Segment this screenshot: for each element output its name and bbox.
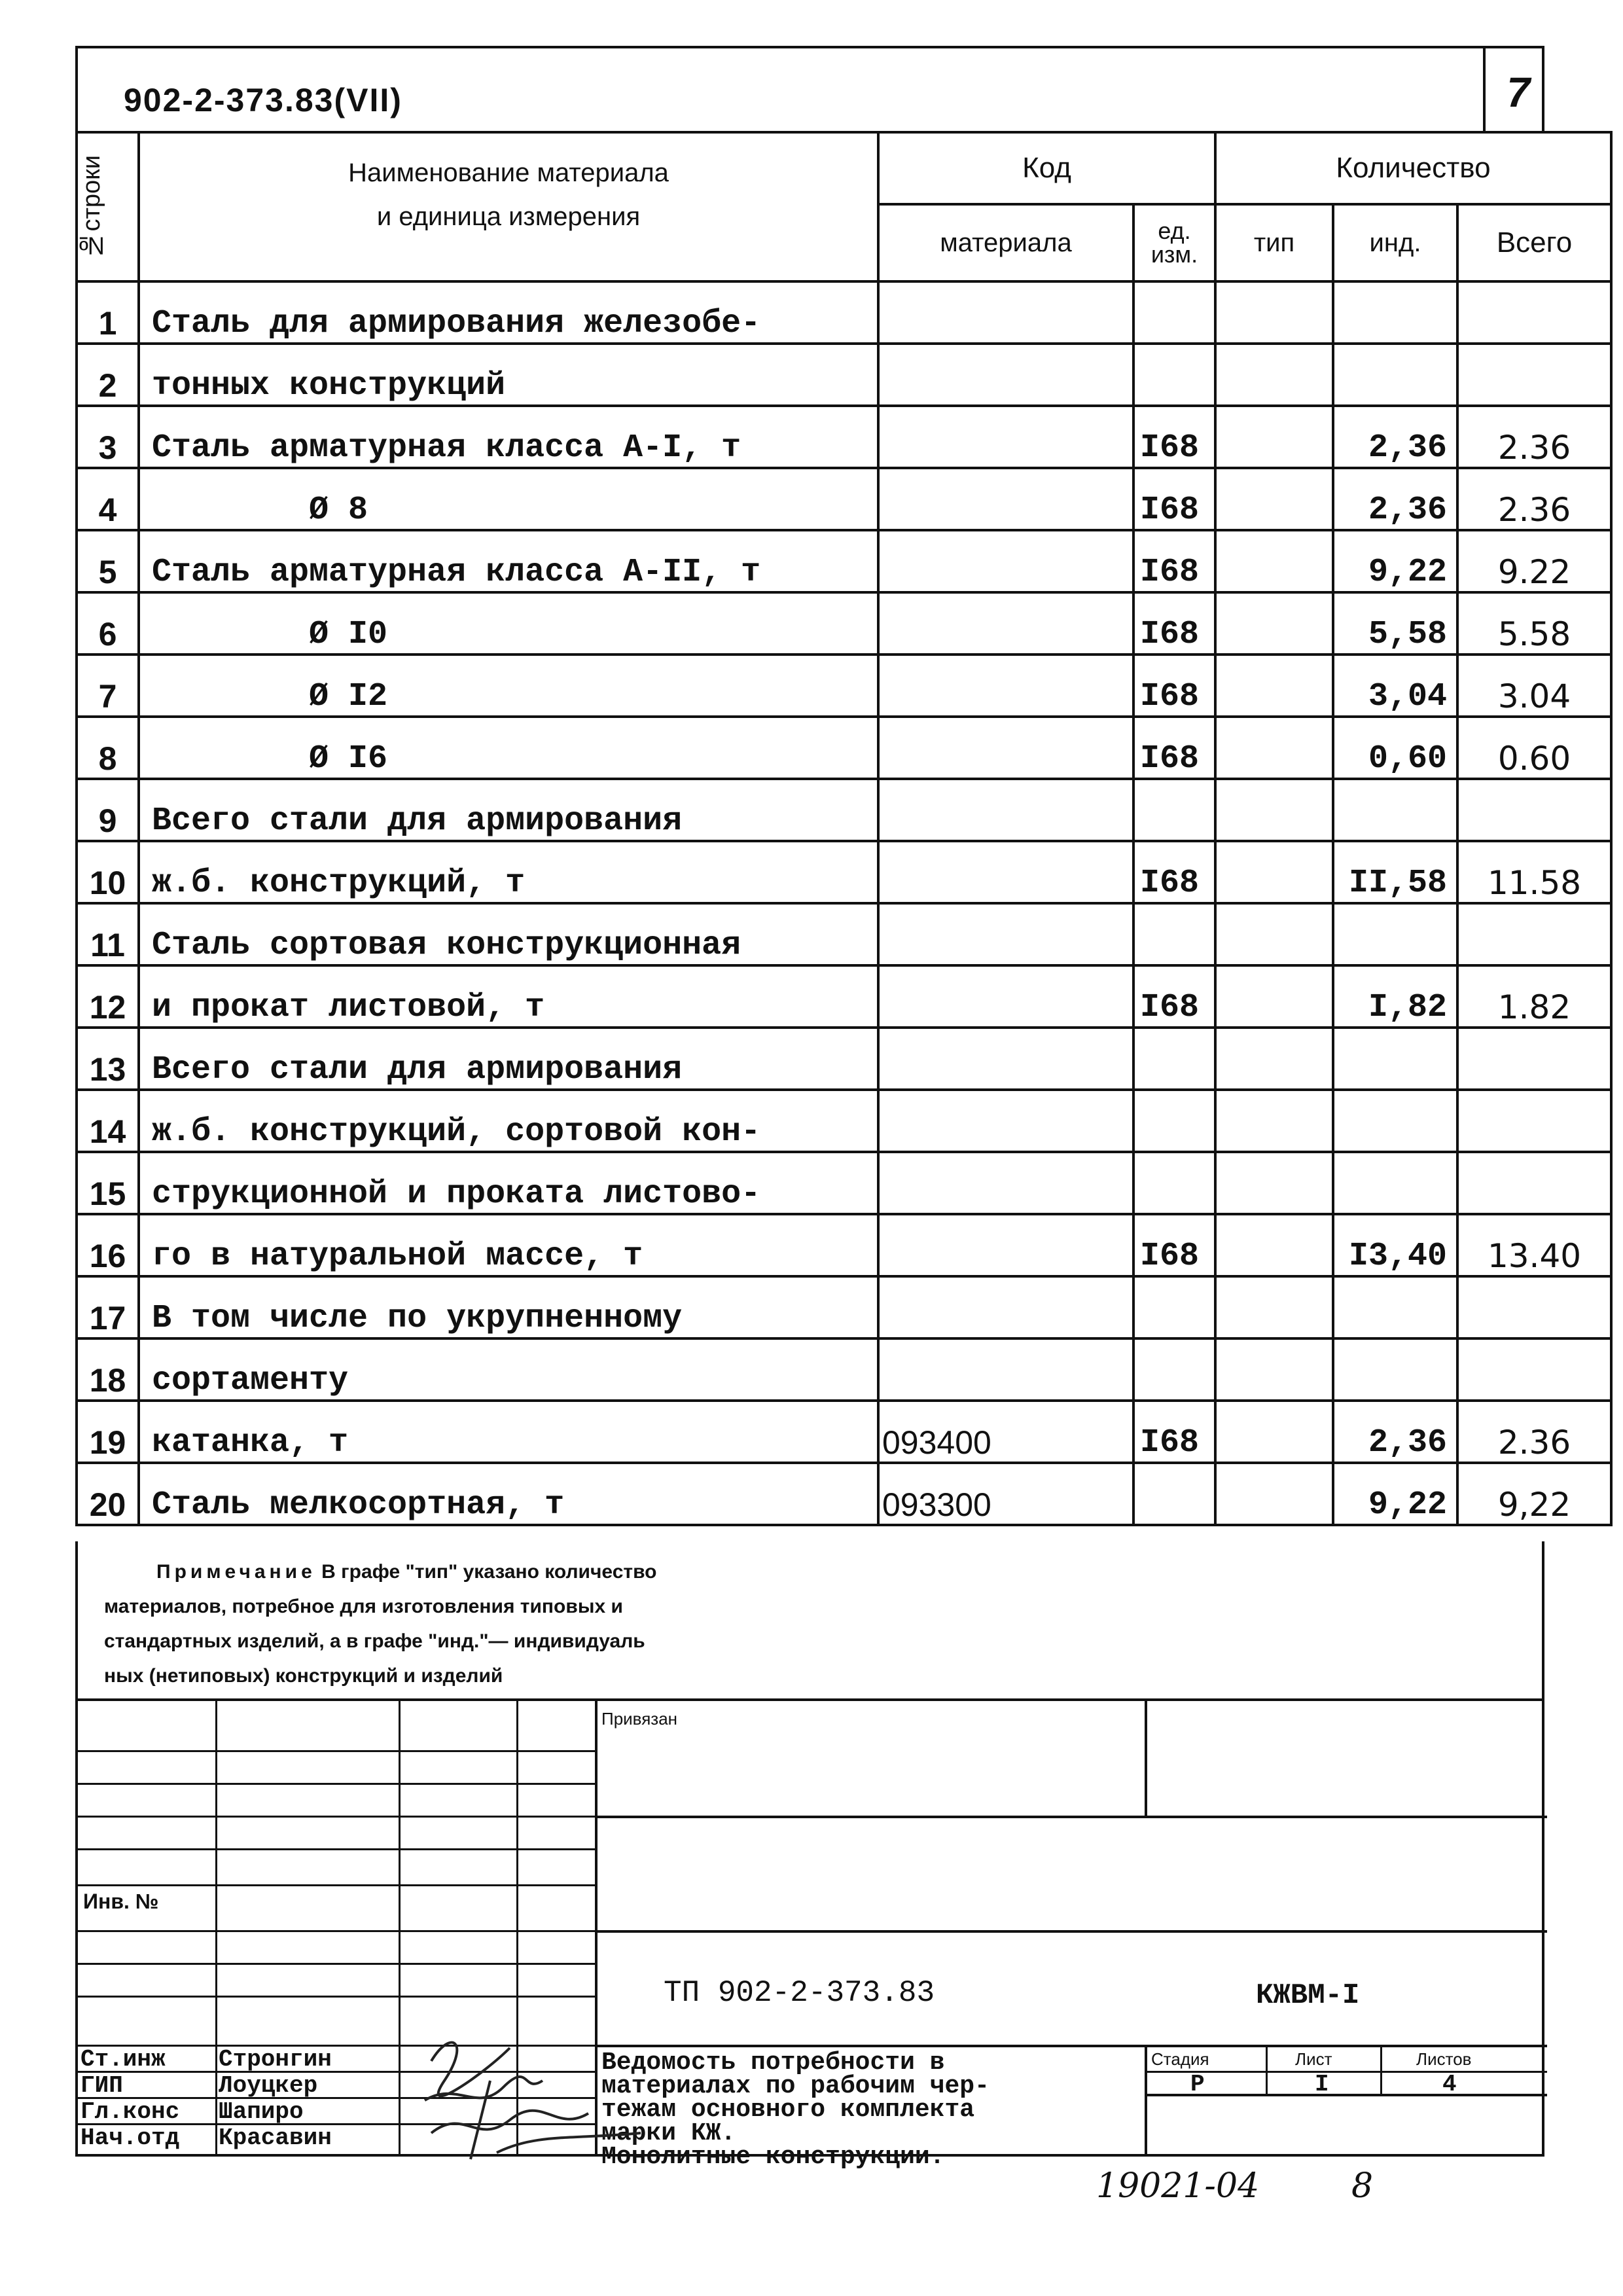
row-code (878, 1338, 1133, 1401)
row-ind: II,58 (1333, 841, 1457, 903)
signatures-scribble (392, 2002, 654, 2172)
row-code (878, 592, 1133, 655)
row-all: 9.22 (1457, 530, 1611, 592)
row-number: 18 (77, 1338, 139, 1401)
doc-number: ТП 902-2-373.83 (664, 1976, 935, 2010)
row-number: 9 (77, 779, 139, 841)
header-rownum: №строки (77, 132, 139, 281)
signer-role: Нач.отд (80, 2125, 180, 2151)
sheets-value: 4 (1442, 2071, 1457, 2098)
header-code: Код (878, 132, 1215, 204)
note-line4: ных (нетиповых) конструкций и изделий (104, 1665, 503, 1687)
header-code-unit: ед. изм. (1133, 204, 1215, 281)
row-typ (1215, 965, 1333, 1028)
row-code (878, 903, 1133, 965)
row-ind: 5,58 (1333, 592, 1457, 655)
row-number: 6 (77, 592, 139, 655)
row-name: Сталь сортовая конструкционная (139, 903, 878, 965)
row-all: 13.40 (1457, 1214, 1611, 1276)
row-ind: 2,36 (1333, 1401, 1457, 1463)
row-number: 14 (77, 1090, 139, 1152)
header-name-line2: и единица измерения (376, 202, 641, 231)
row-all (1457, 1152, 1611, 1214)
privyazan-label: Привязан (601, 1709, 678, 1729)
table-row (77, 1028, 1611, 1090)
row-code (878, 841, 1133, 903)
table-row (77, 717, 1611, 779)
row-unit: I68 (1133, 406, 1215, 468)
sheet-value: I (1315, 2071, 1329, 2098)
header-qty-ind: инд. (1333, 204, 1457, 281)
row-name: Сталь для армирования железобе- (139, 281, 878, 344)
header-qty: Количество (1215, 132, 1611, 204)
row-number: 7 (77, 655, 139, 717)
stage-label: Стадия (1151, 2049, 1209, 2069)
note-line3: стандартных изделий, а в графе "инд."— индивидуаль (104, 1630, 645, 1652)
row-ind (1333, 903, 1457, 965)
row-typ (1215, 1276, 1333, 1338)
table-row (77, 1276, 1611, 1338)
row-unit: I68 (1133, 717, 1215, 779)
row-name: сортаменту (139, 1338, 878, 1401)
document-sheet (75, 46, 1582, 2206)
row-number: 13 (77, 1028, 139, 1090)
row-ind (1333, 1090, 1457, 1152)
table-row (77, 592, 1611, 655)
row-ind: 3,04 (1333, 655, 1457, 717)
row-all (1457, 1028, 1611, 1090)
row-unit: I68 (1133, 592, 1215, 655)
row-unit (1133, 1028, 1215, 1090)
row-all (1457, 281, 1611, 344)
row-ind: 0,60 (1333, 717, 1457, 779)
row-name: Ø I6 (139, 717, 878, 779)
row-number: 16 (77, 1214, 139, 1276)
row-ind (1333, 779, 1457, 841)
table-row (77, 1152, 1611, 1214)
row-typ (1215, 468, 1333, 530)
row-all: 0.60 (1457, 717, 1611, 779)
row-all (1457, 344, 1611, 406)
header-name-line1: Наименование материала (348, 158, 669, 187)
row-name: Всего стали для армирования (139, 1028, 878, 1090)
row-name: Сталь арматурная класса А-I, т (139, 406, 878, 468)
row-number: 17 (77, 1276, 139, 1338)
row-number: 2 (77, 344, 139, 406)
row-code (878, 1276, 1133, 1338)
row-number: 1 (77, 281, 139, 344)
table-row (77, 530, 1611, 592)
title-line1: Ведомость потребности в (601, 2049, 945, 2077)
page-number: 7 (1507, 69, 1530, 116)
row-number: 8 (77, 717, 139, 779)
row-all: 11.58 (1457, 841, 1611, 903)
table-row (77, 406, 1611, 468)
row-code (878, 530, 1133, 592)
materials-table (75, 131, 1613, 1526)
doc-code: 902-2-373.83(VII) (124, 82, 402, 118)
table-row (77, 1338, 1611, 1401)
row-unit (1133, 344, 1215, 406)
row-all: 1.82 (1457, 965, 1611, 1028)
row-unit (1133, 903, 1215, 965)
row-name: го в натуральной массе, т (139, 1214, 878, 1276)
row-typ (1215, 592, 1333, 655)
row-unit: I68 (1133, 965, 1215, 1028)
row-ind (1333, 1276, 1457, 1338)
row-all: 2.36 (1457, 1401, 1611, 1463)
table-row (77, 965, 1611, 1028)
row-number: 19 (77, 1401, 139, 1463)
title-block (75, 1698, 1544, 2171)
row-ind: I3,40 (1333, 1214, 1457, 1276)
row-all: 3.04 (1457, 655, 1611, 717)
signer-name: Красавин (219, 2125, 332, 2151)
row-unit (1133, 1463, 1215, 1525)
row-typ (1215, 1090, 1333, 1152)
note-title: Примечание (156, 1561, 316, 1583)
row-ind: I,82 (1333, 965, 1457, 1028)
row-name: Сталь арматурная класса А-II, т (139, 530, 878, 592)
copy-number: 8 (1351, 2166, 1374, 2206)
row-ind: 9,22 (1333, 1463, 1457, 1525)
row-number: 5 (77, 530, 139, 592)
row-ind (1333, 1028, 1457, 1090)
row-code (878, 717, 1133, 779)
row-unit: I68 (1133, 1214, 1215, 1276)
row-number: 15 (77, 1152, 139, 1214)
row-ind: 2,36 (1333, 468, 1457, 530)
header-qty-typ: тип (1215, 204, 1333, 281)
row-code: 093300 (878, 1463, 1133, 1525)
row-typ (1215, 779, 1333, 841)
title-line5: Монолитные конструкции. (601, 2143, 945, 2171)
row-ind (1333, 281, 1457, 344)
row-code (878, 1214, 1133, 1276)
row-number: 12 (77, 965, 139, 1028)
note-text (104, 1554, 1020, 1693)
row-number: 10 (77, 841, 139, 903)
row-code (878, 779, 1133, 841)
signer-role: Ст.инж (80, 2046, 166, 2073)
row-name: тонных конструкций (139, 344, 878, 406)
inv-no-label: Инв. № (83, 1890, 159, 1913)
row-name: струкционной и проката листово- (139, 1152, 878, 1214)
row-name: ж.б. конструкций, т (139, 841, 878, 903)
row-all (1457, 1090, 1611, 1152)
row-code (878, 281, 1133, 344)
row-unit: I68 (1133, 655, 1215, 717)
row-typ (1215, 1401, 1333, 1463)
row-code (878, 344, 1133, 406)
row-name: катанка, т (139, 1401, 878, 1463)
row-unit (1133, 281, 1215, 344)
table-row (77, 841, 1611, 903)
row-ind (1333, 1152, 1457, 1214)
row-typ (1215, 1463, 1333, 1525)
row-code (878, 1028, 1133, 1090)
row-name: Ø I2 (139, 655, 878, 717)
signer-role: ГИП (80, 2072, 123, 2099)
row-typ (1215, 717, 1333, 779)
row-unit (1133, 1152, 1215, 1214)
table-row (77, 1214, 1611, 1276)
header-qty-all: Всего (1457, 204, 1611, 281)
note-box (75, 1541, 1544, 1698)
row-name: ж.б. конструкций, сортовой кон- (139, 1090, 878, 1152)
row-typ (1215, 1028, 1333, 1090)
row-code (878, 1090, 1133, 1152)
note-line1: В графе "тип" указано количество (315, 1561, 657, 1583)
row-unit (1133, 779, 1215, 841)
row-all (1457, 903, 1611, 965)
title-line3: тежам основного комплекта (601, 2096, 975, 2124)
table-row (77, 779, 1611, 841)
row-unit (1133, 1090, 1215, 1152)
table-row (77, 344, 1611, 406)
stage-value: Р (1190, 2071, 1205, 2098)
archive-number: 19021-04 (1096, 2166, 1260, 2206)
row-code (878, 1152, 1133, 1214)
row-ind: 9,22 (1333, 530, 1457, 592)
row-all: 2.36 (1457, 468, 1611, 530)
row-name: В том числе по укрупненному (139, 1276, 878, 1338)
row-number: 11 (77, 903, 139, 965)
row-typ (1215, 841, 1333, 903)
sheet-label: Лист (1295, 2049, 1332, 2069)
document-title (601, 2051, 990, 2169)
mark-code: КЖВМ-I (1256, 1979, 1360, 2012)
sheets-label: Листов (1416, 2049, 1472, 2069)
row-typ (1215, 1338, 1333, 1401)
row-ind (1333, 344, 1457, 406)
row-unit (1133, 1276, 1215, 1338)
row-all (1457, 779, 1611, 841)
table-row (77, 1463, 1611, 1525)
header-name (139, 132, 878, 281)
row-name: Сталь мелкосортная, т (139, 1463, 878, 1525)
row-name: Ø 8 (139, 468, 878, 530)
row-name: Ø I0 (139, 592, 878, 655)
row-ind: 2,36 (1333, 406, 1457, 468)
table-row (77, 655, 1611, 717)
row-ind (1333, 1338, 1457, 1401)
row-typ (1215, 281, 1333, 344)
table-row (77, 468, 1611, 530)
row-unit: I68 (1133, 1401, 1215, 1463)
signer-name: Лоуцкер (219, 2072, 318, 2099)
row-typ (1215, 1152, 1333, 1214)
row-unit: I68 (1133, 468, 1215, 530)
row-unit: I68 (1133, 530, 1215, 592)
title-line4: марки КЖ. (601, 2119, 736, 2147)
row-all: 5.58 (1457, 592, 1611, 655)
row-typ (1215, 655, 1333, 717)
row-unit (1133, 1338, 1215, 1401)
row-code: 093400 (878, 1401, 1133, 1463)
note-line2: материалов, потребное для изготовления типовых и (104, 1596, 623, 1617)
header-code-material: материала (878, 204, 1133, 281)
row-code (878, 406, 1133, 468)
row-all: 9,22 (1457, 1463, 1611, 1525)
row-all (1457, 1338, 1611, 1401)
row-code (878, 655, 1133, 717)
row-typ (1215, 903, 1333, 965)
row-number: 20 (77, 1463, 139, 1525)
row-name: и прокат листовой, т (139, 965, 878, 1028)
row-all (1457, 1276, 1611, 1338)
row-typ (1215, 344, 1333, 406)
row-number: 4 (77, 468, 139, 530)
row-code (878, 468, 1133, 530)
row-unit: I68 (1133, 841, 1215, 903)
page-number-box (1483, 48, 1542, 134)
row-typ (1215, 406, 1333, 468)
table-row (77, 1401, 1611, 1463)
table-row (77, 903, 1611, 965)
signer-role: Гл.конс (80, 2098, 180, 2125)
title-line2: материалах по рабочим чер- (601, 2072, 990, 2100)
row-number: 3 (77, 406, 139, 468)
table-row (77, 281, 1611, 344)
header-bar (75, 46, 1544, 131)
row-all: 2.36 (1457, 406, 1611, 468)
row-code (878, 965, 1133, 1028)
row-name: Всего стали для армирования (139, 779, 878, 841)
signer-name: Шапиро (219, 2098, 304, 2125)
table-row (77, 1090, 1611, 1152)
signer-name: Стронгин (219, 2046, 332, 2073)
row-typ (1215, 1214, 1333, 1276)
row-typ (1215, 530, 1333, 592)
